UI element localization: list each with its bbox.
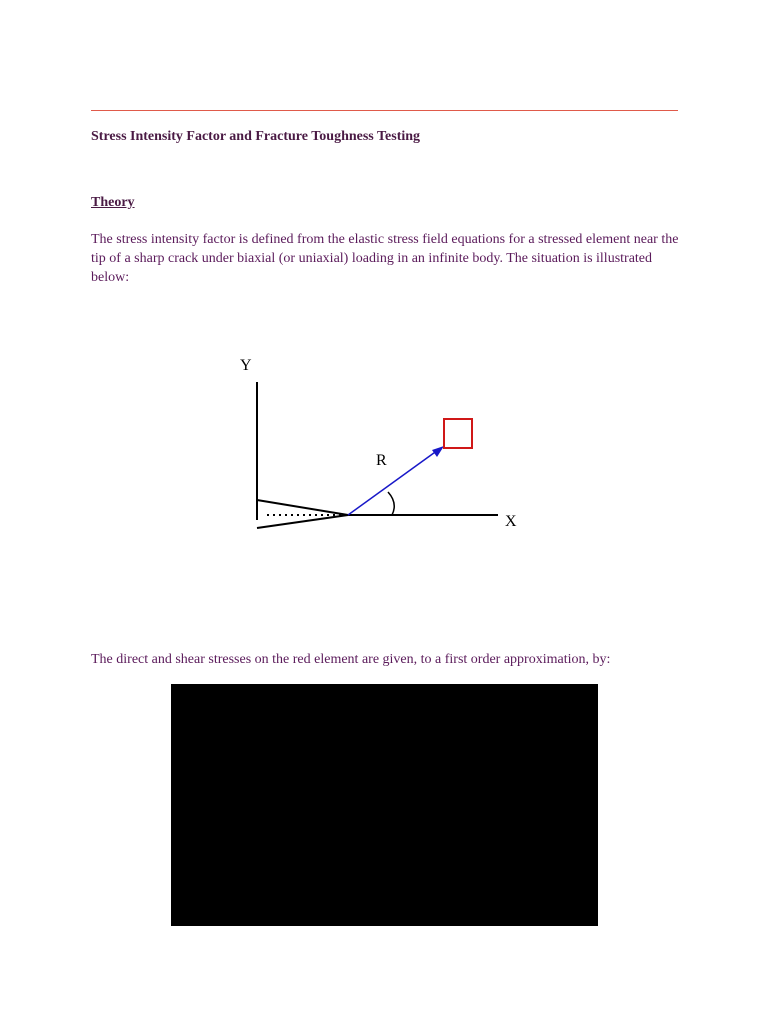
crack-lower-face [257,515,348,528]
stressed-element [444,419,472,448]
y-axis-label: Y [240,357,252,374]
radius-vector-arrowhead [432,446,444,457]
crack-tip-diagram [230,350,530,540]
radius-label: R [376,452,387,469]
header-rule [91,110,678,111]
intro-paragraph: The stress intensity factor is defined from the elastic stress field equations for a stressed element near the tip of a sharp crack under biaxial (or uniaxial) loading in an infinite body. The situation is illustrated below: [91,232,679,285]
stress-equations-image [171,684,598,926]
crack-upper-face [257,500,348,515]
theta-angle-arc [388,492,394,515]
radius-vector [348,450,438,515]
section-heading-theory: Theory [91,195,135,210]
stresses-paragraph: The direct and shear stresses on the red element are given, to a first order approximation, by: [91,652,611,667]
x-axis-label: X [505,513,517,530]
document-title: Stress Intensity Factor and Fracture Toughness Testing [91,129,421,144]
